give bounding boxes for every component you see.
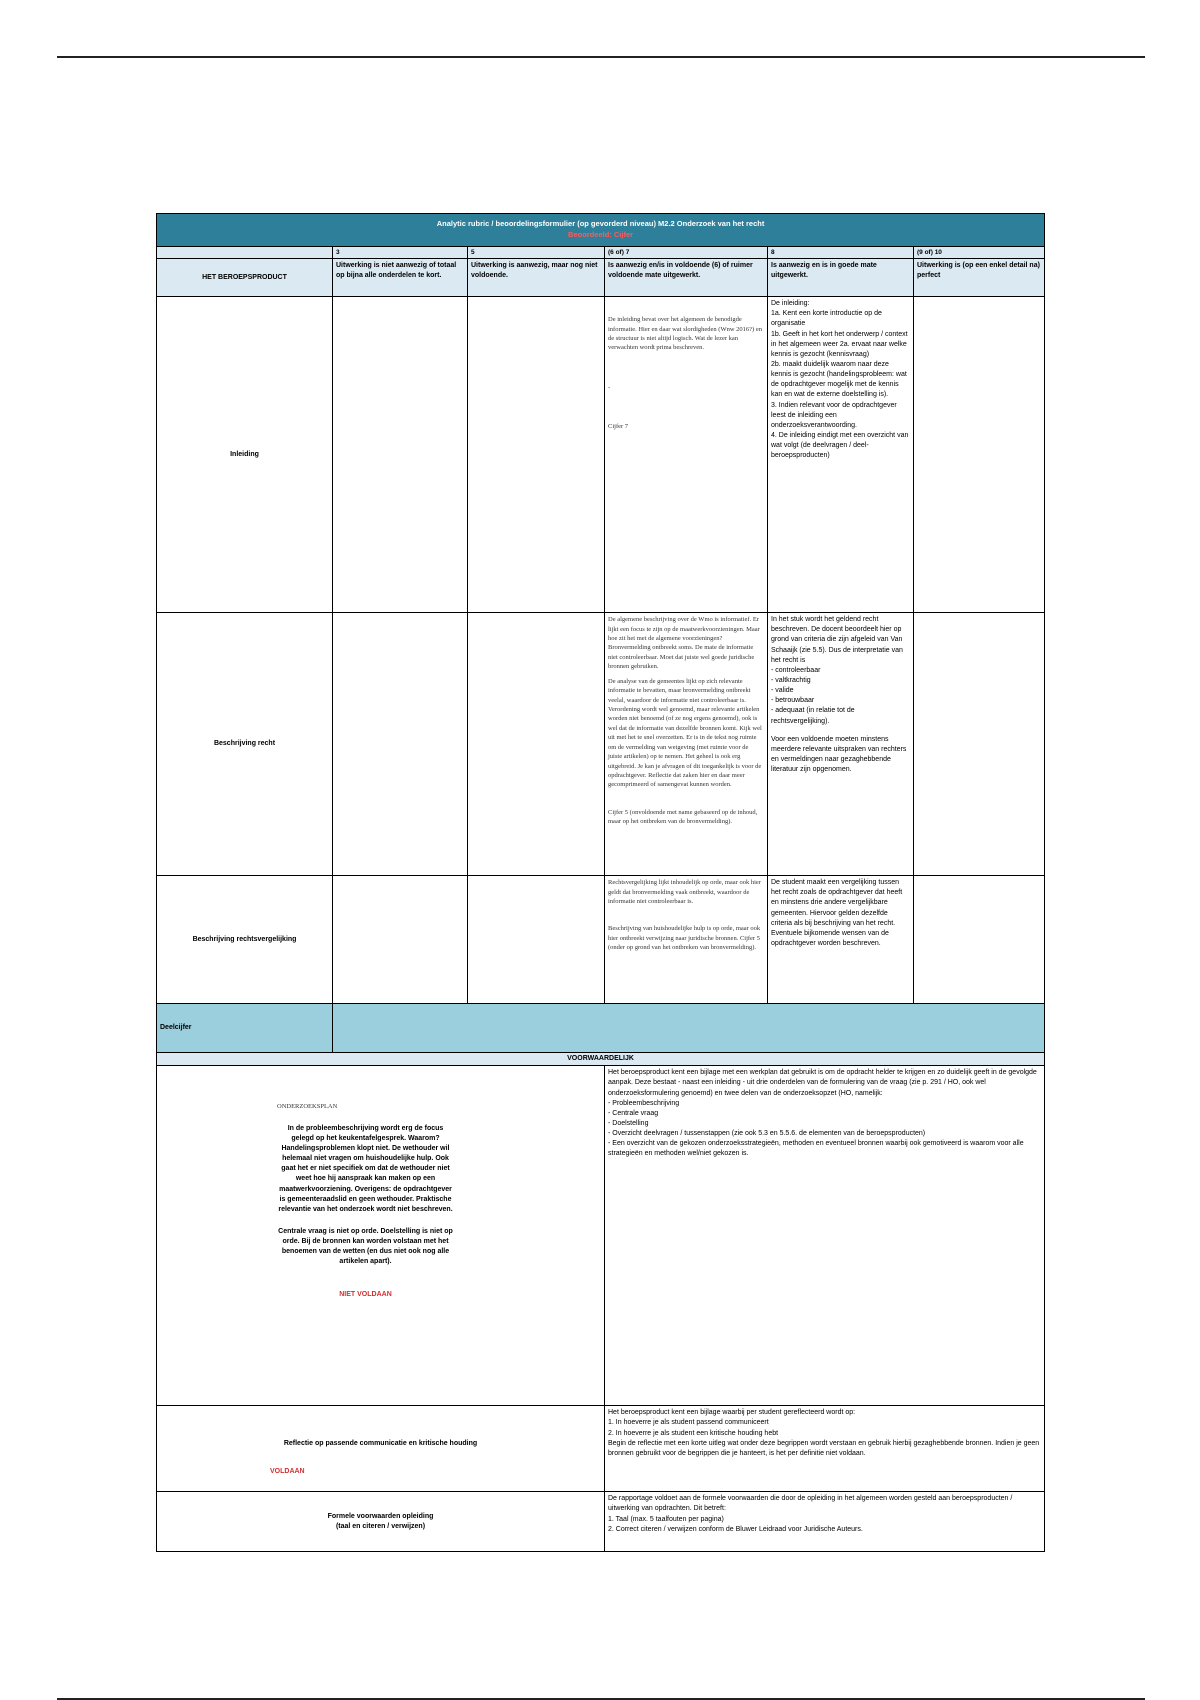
- criteria-recht: [768, 613, 914, 876]
- desc-3: Uitwerking is niet aanwezig of totaal op bijna alle onderdelen te kort.: [333, 259, 468, 297]
- voorwaardelijk-header: VOORWAARDELIJK: [157, 1053, 1045, 1066]
- criteria-recht-l4: - valide: [771, 687, 794, 695]
- onderzoeksplan-criteria-l1: Het beroepsproduct kent een bijlage met een werkplan dat gebruikt is om de opdracht helder te krijgen en zo duidelijk geeft in de gevolgde aanpak. Deze bestaat - naast een inleiding - uit drie onderdelen van de formulering van de vraag (zie p. 291 / HO, ook wel onderzoeksformulering genoemd) en twee delen van de onderzoeksopzet (HO, namelijk:: [608, 1069, 1037, 1097]
- feedback-vergelijking: [605, 876, 768, 1004]
- reflectie-criteria-l3: 2. In hoeverre je als student een kritische houding hebt: [608, 1429, 779, 1437]
- criteria-recht-l3: - valtkrachtig: [771, 677, 811, 685]
- criteria-recht-l7: Voor een voldoende moeten minstens meerdere relevante uitspraken van rechters en vermeldingen naar gezaghebbende literatuur zijn opgenomen.: [771, 735, 907, 774]
- feedback-inleiding-p2: -: [608, 383, 611, 391]
- onderzoeksplan-status: NIET VOLDAAN: [339, 1290, 392, 1298]
- onderzoeksplan-criteria-l6: - Een overzicht van de gekozen onderzoeksstrategieën, methoden en eventueel bronnen waarbij ook gemotiveerd is waarom voor alle strategieën en methoden wel/niet gekozen is.: [608, 1140, 1024, 1158]
- criteria-inleiding-l5: 3. Indien relevant voor de opdrachtgever leest de inleiding een onderzoeksverantwoording.: [771, 401, 897, 429]
- criteria-recht-l2: - controleerbaar: [771, 666, 821, 674]
- formele-criteria: [605, 1492, 1045, 1552]
- reflectie-criteria-l1: Het beroepsproduct kent een bijlage waarbij per student gereflecteerd wordt op:: [608, 1409, 856, 1417]
- onderzoeksplan-feedback: In de probleembeschrijving wordt erg de focus gelegd op het keukentafelgesprek. Waarom? Handelingsproblemen klopt niet. De wethouder wil helemaal niet vragen om huishoudelijke hulp. Ook gaat het er niet specifiek om dat de wethouder niet weet hoe hij aanspraak kan maken op een maatwerkvoorziening. Overigens: de opdrachtgever is gemeenteraadslid en geen wethouder. Praktische relevantie van het onderzoek wordt niet beschreven.: [278, 1124, 453, 1213]
- reflectie-left: [157, 1406, 605, 1492]
- cell-vergelijking-5: [468, 876, 605, 1004]
- reflectie-criteria: [605, 1406, 1045, 1492]
- formele-criteria-l1: De rapportage voldoet aan de formele voorwaarden die door de opleiding in het algemeen worden gesteld aan beroepsproducten / uitwerking van opdrachten. Dit betreft:: [608, 1495, 1013, 1513]
- row-voorwaardelijk-header: [157, 1053, 1045, 1066]
- feedback-vergelijking-p2: Beschrijving van huishoudelijke hulp is op orde, maar ook hier ontbreekt verwijzing naar juridische bronnen. Cijfer 5 (onder op grond van het ontbreken van bronvermelding).: [608, 925, 761, 952]
- deelcijfer-value: [333, 1004, 1045, 1053]
- onderzoeksplan-criteria-l3: - Centrale vraag: [608, 1109, 659, 1117]
- row-onderzoeksplan: [157, 1066, 1045, 1406]
- score-8: 8: [768, 246, 914, 258]
- cell-recht-10: [914, 613, 1045, 876]
- row-beschrijving-recht: [157, 613, 1045, 876]
- rubric-title: [157, 214, 1045, 247]
- criteria-recht-l1: In het stuk wordt het geldend recht beschreven. De docent beoordeelt hier op grond van criteria die zijn afgeleid van Van Schaaijk (zie 5.5). Dus de interpretatie van het recht is: [771, 616, 903, 664]
- reflectie-status: VOLDAAN: [270, 1467, 305, 1475]
- criteria-inleiding-l2: 1a. Kent een korte introductie op de organisatie: [771, 310, 882, 328]
- score-5: 5: [468, 246, 605, 258]
- score-3: 3: [333, 246, 468, 258]
- reflectie-criteria-l4: Begin de reflectie met een korte uitleg wat onder deze begrippen wordt verstaan en gebruik hierbij gezaghebbende bronnen. Indien je geen bronnen gebruikt voor de begrippen die je hanteert, is het per definitie niet voldaan.: [608, 1439, 1040, 1457]
- onderzoeksplan-criteria-l2: - Probleembeschrijving: [608, 1099, 680, 1107]
- onderzoeksplan-criteria-l4: - Doelstelling: [608, 1120, 649, 1128]
- feedback-inleiding: [605, 297, 768, 613]
- score-7: (6 of) 7: [605, 246, 768, 258]
- row-rechtsvergelijking: [157, 876, 1045, 1004]
- formele-label2: (taal en citeren / verwijzen): [335, 1522, 426, 1530]
- product-header: HET BEROEPSPRODUCT: [157, 259, 333, 297]
- cell-recht-5: [468, 613, 605, 876]
- feedback-vergelijking-p1: Rechtsvergelijking lijkt inhoudelijk op orde, maar ook hier geldt dat bronvermelding vaak ontbreekt, waardoor de informatie niet controleerbaar is.: [608, 879, 761, 906]
- criteria-inleiding-l3: 1b. Geeft in het kort het onderwerp / context in het algemeen weer 2a. ervaat naar welke kennis is gezocht (kennisvraag): [771, 330, 908, 358]
- row-label-beschrijving-recht: Beschrijving recht: [157, 613, 333, 876]
- row-inleiding: [157, 297, 1045, 613]
- cell-vergelijking-10: [914, 876, 1045, 1004]
- deelcijfer-label: Deelcijfer: [157, 1004, 333, 1053]
- desc-5: Uitwerking is aanwezig, maar nog niet voldoende.: [468, 259, 605, 297]
- onderzoeksplan-left: [157, 1066, 605, 1406]
- feedback-recht-p2: De analyse van de gemeentes lijkt op zich relevante informatie te bevatten, maar bronvermelding ontbreekt veelal, waardoor de informatie niet controleerbaar is. Verordening wordt wel genoemd, maar relevante artikelen worden niet benoemd (of ze nog ergens genoemd), ook is wel dat de informatie van dezelfde bronnen komt. Kijk wel uit met het te snel overzetten. Er is in de tekst nog ruimte om de vermelding van wetgeving (met ruimte voor de juiste artikelen) op te nemen. Het geheel is ook erg uitgebreid. Je kan je afvragen of dit toegankelijk is voor de opdrachtgever. Reflectie dat zaken hier en daar meer gecomprimeerd of samengevat kunnen worden.: [608, 677, 762, 789]
- onderzoeksplan-criteria-l5: - Overzicht deelvragen / tussenstappen (zie ook 5.3 en 5.5.6. de elementen van de beroepsproducten): [608, 1130, 926, 1138]
- criteria-vergelijking-l1: De student maakt een vergelijking tussen het recht zoals de opdrachtgever dat heeft en minstens drie andere vergelijkbare gemeenten. Hiervoor gelden dezelfde criteria als bij beschrijving van het recht. Eventuele bijkomende wensen van de opdrachtgever worden beschreven.: [771, 879, 903, 948]
- cell-vergelijking-3: [333, 876, 468, 1004]
- cell-inleiding-5: [468, 297, 605, 613]
- feedback-inleiding-p1: De inleiding bevat over het algemeen de benodigde informatie. Hier en daar wat slordigheden (Wnw 2016?) en de structuur is niet altijd logisch. Wat de lezer kan verwachten wordt prima beschreven.: [608, 316, 762, 352]
- criteria-inleiding-l4: 2b. maakt duidelijk waarom naar deze kennis is gezocht (handelingsprobleem: wat de opdrachtgever mogelijk met de kennis kan en wat de externe doelstelling is).: [771, 361, 907, 399]
- score-10: (9 of) 10: [914, 246, 1045, 258]
- formele-criteria-l2: 1. Taal (max. 5 taalfouten per pagina): [608, 1515, 724, 1523]
- cell-inleiding-10: [914, 297, 1045, 613]
- rubric-subtitle: Beoordeeld: Cijfer: [568, 229, 634, 239]
- row-formele-voorwaarden: [157, 1492, 1045, 1552]
- page-top-rule: [57, 56, 1145, 58]
- criteria-inleiding-l6: 4. De inleiding eindigt met een overzicht van wat volgt (de deelvragen / deel-beroepsproducten): [771, 432, 909, 460]
- criteria-inleiding-l1: De inleiding:: [771, 300, 810, 308]
- feedback-inleiding-p3: Cijfer 7: [608, 423, 629, 431]
- formele-left: [157, 1492, 605, 1552]
- desc-8: Is aanwezig en is in goede mate uitgewerkt.: [768, 259, 914, 297]
- onderzoeksplan-criteria: [605, 1066, 1045, 1406]
- cell-recht-3: [333, 613, 468, 876]
- feedback-recht: [605, 613, 768, 876]
- formele-criteria-l3: 2. Correct citeren / verwijzen conform de Bluwer Leidraad voor Juridische Auteurs.: [608, 1525, 863, 1533]
- row-label-inleiding: Inleiding: [157, 297, 333, 613]
- rubric-title-row: [157, 214, 1045, 247]
- feedback-recht-p3: Cijfer 5 (onvoldoende met name gebaseerd op de inhoud, maar op het ontbreken van de bronvermelding).: [608, 808, 758, 826]
- row-label-rechtsvergelijking: Beschrijving rechtsvergelijking: [157, 876, 333, 1004]
- desc-7: Is aanwezig en/is in voldoende (6) of ruimer voldoende mate uitgewerkt.: [605, 259, 768, 297]
- feedback-recht-p1: De algemene beschrijving over de Wmo is informatief. Er lijkt een focus te zijn op de maatwerkvoorzieningen. Maar hoe zit het met de algemene voorzieningen? Bronvermelding ontbreekt soms. De mate de informatie niet controleerbaar. Moet dat juiste wel goede juridische bronnen gebruiken.: [608, 616, 760, 671]
- score-empty: [157, 246, 333, 258]
- criteria-vergelijking: [768, 876, 914, 1004]
- onderzoeksplan-feedback2: Centrale vraag is niet op orde. Doelstelling is niet op orde. Bij de bronnen kan worden volstaan met het benoemen van de wetten (en dus niet ook nog alle artikelen apart).: [278, 1228, 453, 1266]
- formele-label: Formele voorwaarden opleiding: [327, 1512, 434, 1520]
- desc-10: Uitwerking is (op een enkel detail na) perfect: [914, 259, 1045, 297]
- reflectie-criteria-l2: 1. In hoeverre je als student passend communiceert: [608, 1419, 769, 1427]
- score-row: [157, 246, 1045, 258]
- onderzoeksplan-label: ONDERZOEKSPLAN: [277, 1103, 338, 1111]
- criteria-recht-l6: - adequaat (in relatie tot de rechtsvergelijking).: [771, 707, 855, 725]
- rubric-table: [156, 213, 1045, 1552]
- row-deelcijfer: [157, 1004, 1045, 1053]
- rubric-title-text: Analytic rubric / beoordelingsformulier (op gevorderd niveau) M2.2 Onderzoek van het recht: [436, 219, 765, 228]
- cell-inleiding-3: [333, 297, 468, 613]
- criteria-recht-l5: - betrouwbaar: [771, 697, 815, 705]
- row-reflectie: [157, 1406, 1045, 1492]
- description-row: [157, 259, 1045, 297]
- reflectie-label: Reflectie op passende communicatie en kritische houding: [283, 1439, 478, 1447]
- criteria-inleiding: [768, 297, 914, 613]
